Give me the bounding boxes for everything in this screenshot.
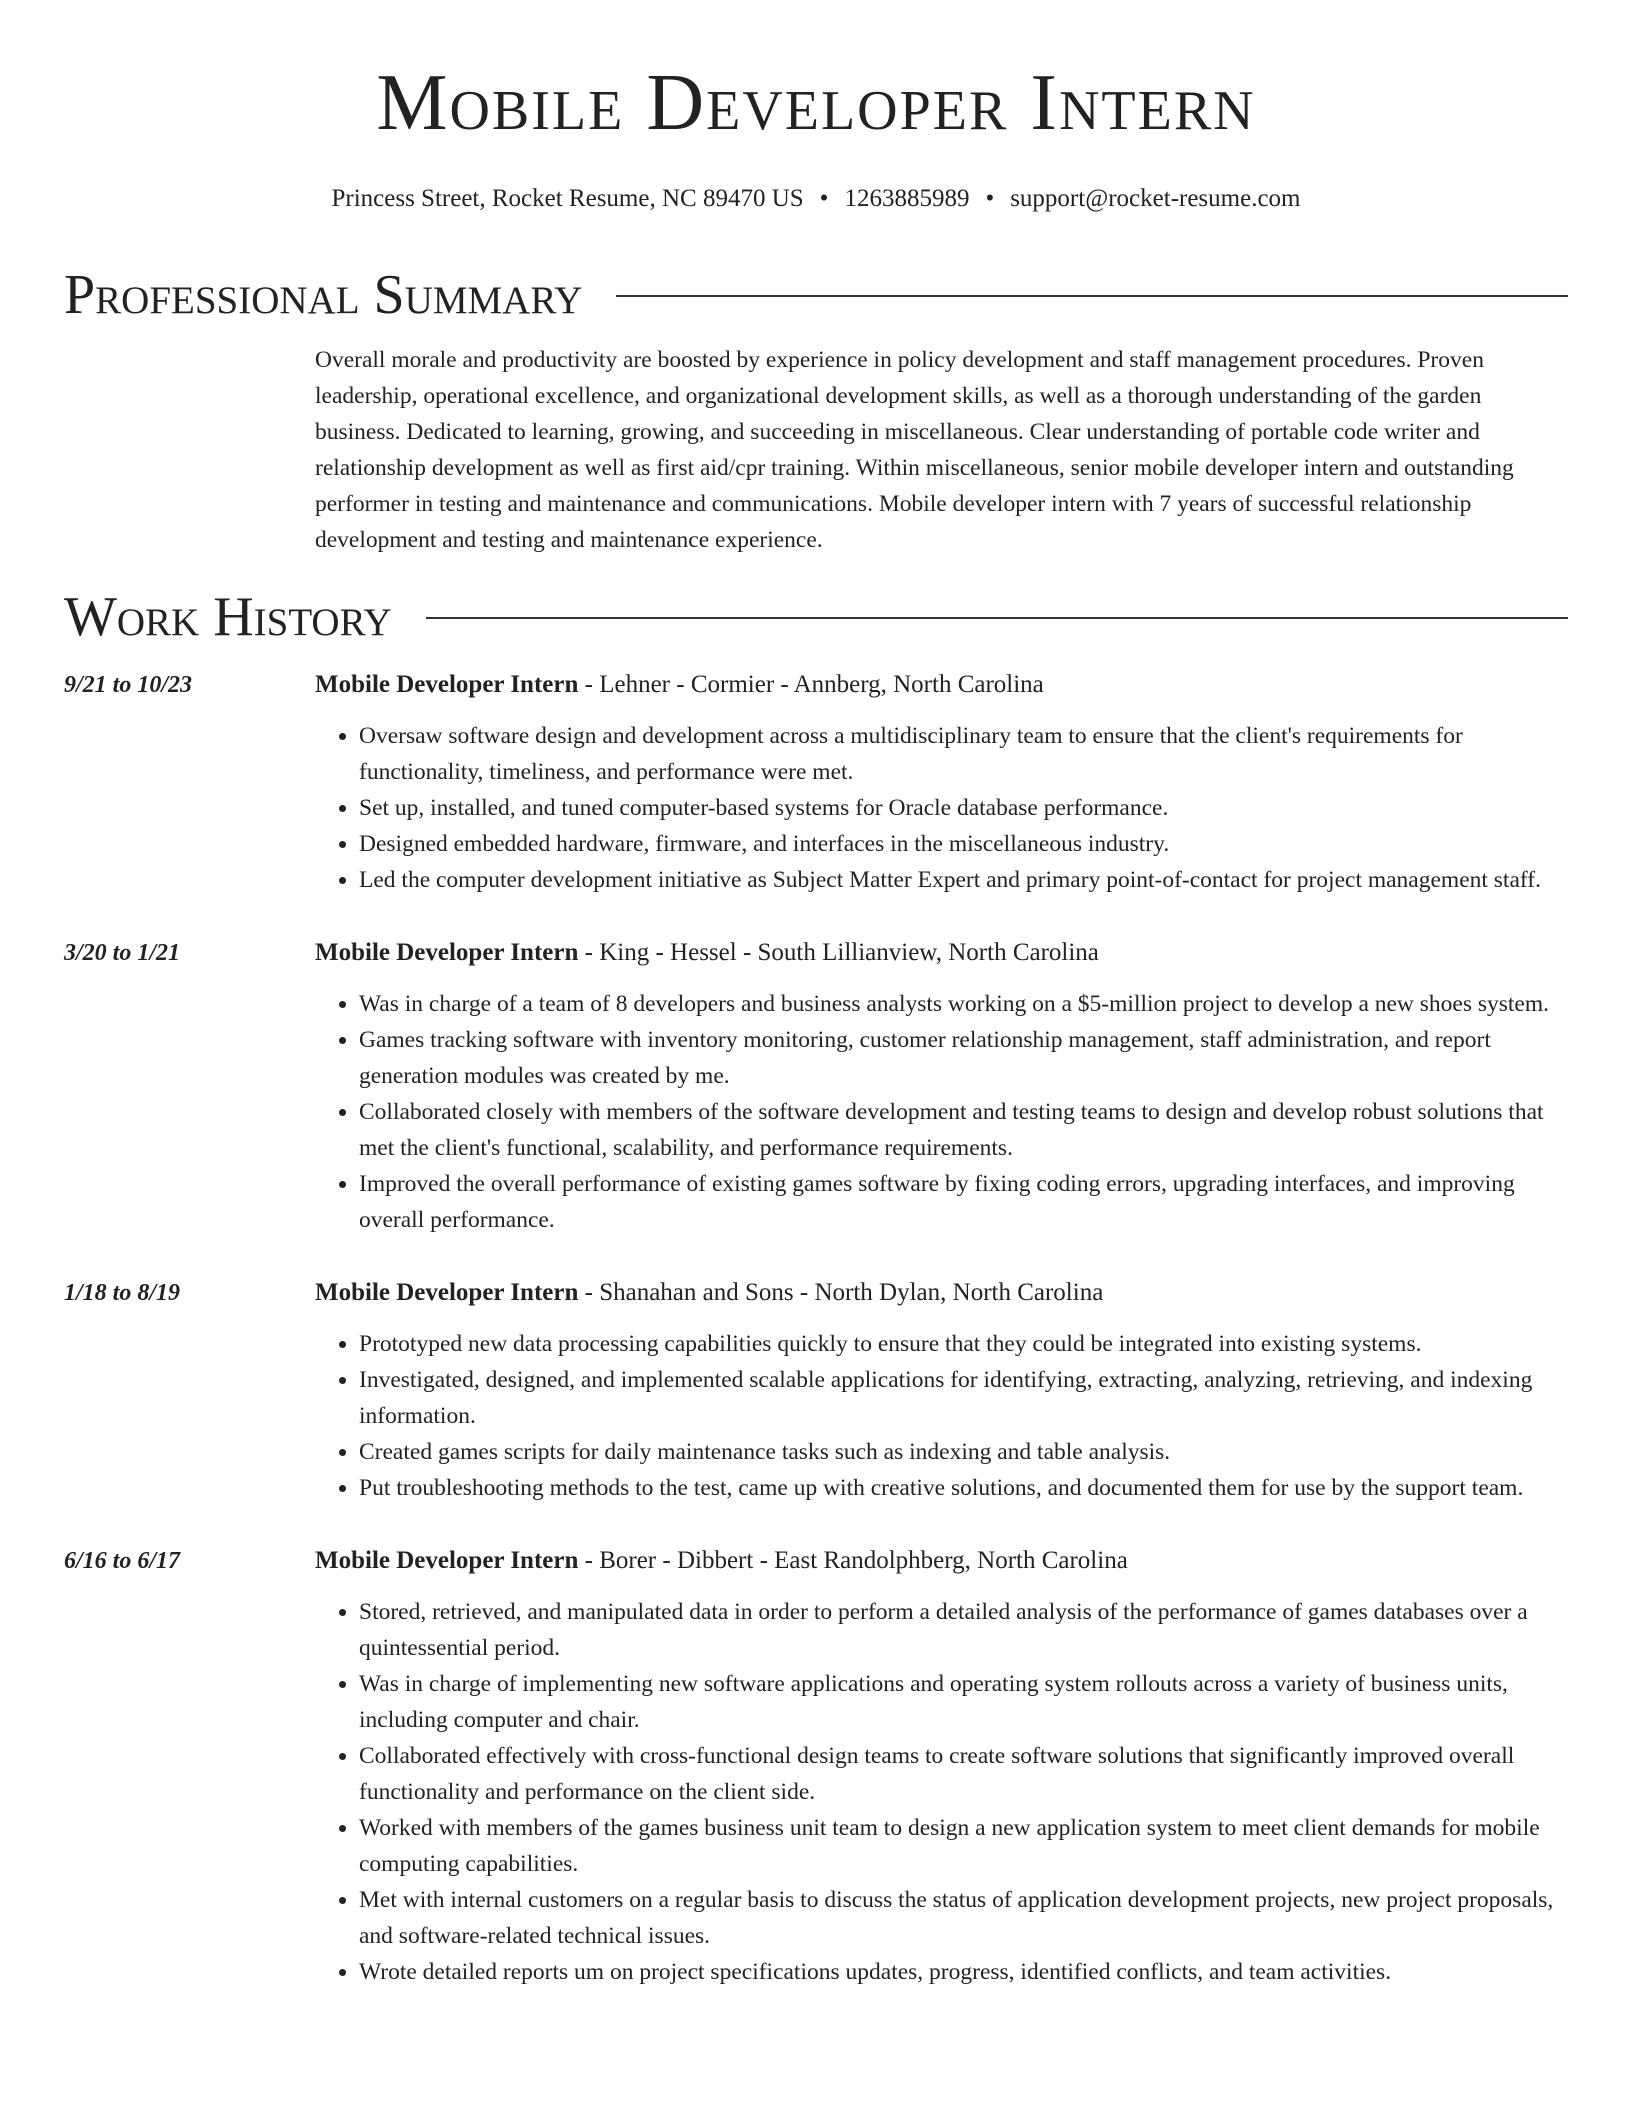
section-title-work-history: Work History (64, 586, 392, 648)
job-bullet: • Collaborated effectively with cross-functional design teams to create software solutions that significantly improved overall functionality and performance on the client side. (359, 1738, 1568, 1810)
job-body (315, 936, 1568, 1238)
job-bullet: • Set up, installed, and tuned computer-based systems for Oracle database performance. (359, 790, 1568, 826)
job-employer-location: - King - Hessel - South Lillianview, North Carolina (578, 939, 1099, 966)
job-bullet: • Games tracking software with inventory monitoring, customer relationship management, staff administration, and report generation modules was created by me. (359, 1022, 1568, 1094)
job-title-line (315, 1544, 1568, 1578)
job-role: Mobile Developer Intern (315, 939, 579, 966)
job-entry (64, 936, 1568, 1238)
contact-line (64, 184, 1568, 214)
summary-text: Overall morale and productivity are boosted by experience in policy development and staff management procedures. Proven leadership, operational excellence, and organizational development skills, as well as a thorough understanding of the garden business. Dedicated to learning, growing, and succeeding in miscellaneous. Clear understanding of portable code writer and relationship development as well as first aid/cpr training. Within miscellaneous, senior mobile developer intern and outstanding performer in testing and maintenance and communications. Mobile developer intern with 7 years of successful relationship development and testing and maintenance experience. (315, 347, 1514, 553)
job-bullet: • Met with internal customers on a regular basis to discuss the status of application development projects, new project proposals, and software-related technical issues. (359, 1882, 1568, 1954)
job-entry (64, 668, 1568, 898)
job-role: Mobile Developer Intern (315, 1547, 579, 1574)
job-bullet: • Collaborated closely with members of the software development and testing teams to design and develop robust solutions that met the client's functional, scalability, and performance requirements. (359, 1094, 1568, 1166)
job-employer-location: - Lehner - Cormier - Annberg, North Carolina (578, 671, 1044, 698)
job-role: Mobile Developer Intern (315, 671, 579, 698)
job-bullet: • Stored, retrieved, and manipulated data in order to perform a detailed analysis of the performance of games databases over a quintessential period. (359, 1594, 1568, 1666)
job-bullet: • Oversaw software design and development across a multidisciplinary team to ensure that the client's requirements for functionality, timeliness, and performance were met. (359, 718, 1568, 790)
job-bullet: • Worked with members of the games business unit team to design a new application system to meet client demands for mobile computing capabilities. (359, 1810, 1568, 1882)
job-bullet: • Put troubleshooting methods to the test, came up with creative solutions, and documented them for use by the support team. (359, 1470, 1568, 1506)
job-bullet: • Investigated, designed, and implemented scalable applications for identifying, extracting, analyzing, retrieving, and indexing information. (359, 1362, 1568, 1434)
job-title-line (315, 1276, 1568, 1310)
job-bullets (315, 986, 1568, 1238)
job-dates: 3/20 to 1/21 (64, 940, 181, 966)
job-title-line (315, 668, 1568, 702)
job-entry (64, 1276, 1568, 1506)
job-bullet: • Improved the overall performance of existing games software by fixing coding errors, upgrading interfaces, and improving overall performance. (359, 1166, 1568, 1238)
address: Princess Street, Rocket Resume, NC 89470 US (331, 185, 804, 212)
job-bullet: • Created games scripts for daily maintenance tasks such as indexing and table analysis. (359, 1434, 1568, 1470)
job-body (315, 1276, 1568, 1506)
job-dates: 6/16 to 6/17 (64, 1548, 181, 1574)
job-bullet: • Prototyped new data processing capabilities quickly to ensure that they could be integrated into existing systems. (359, 1326, 1568, 1362)
contact-separator: • (985, 185, 995, 212)
job-body (315, 668, 1568, 898)
job-entry (64, 1544, 1568, 1990)
phone: 1263885989 (844, 185, 970, 212)
job-bullets (315, 1594, 1568, 1990)
job-bullet: • Was in charge of implementing new software applications and operating system rollouts across a variety of business units, including computer and chair. (359, 1666, 1568, 1738)
work-history-list (64, 668, 1568, 1990)
job-body (315, 1544, 1568, 1990)
section-title-summary: Professional Summary (64, 264, 583, 326)
section-divider (616, 295, 1568, 297)
job-bullets (315, 1326, 1568, 1506)
email: support@rocket-resume.com (1010, 185, 1301, 212)
job-title-line (315, 936, 1568, 970)
job-dates: 9/21 to 10/23 (64, 672, 193, 698)
job-dates: 1/18 to 8/19 (64, 1280, 181, 1306)
job-bullet: • Wrote detailed reports um on project specifications updates, progress, identified conflicts, and team activities. (359, 1954, 1568, 1990)
candidate-name: Mobile Developer Intern (376, 59, 1256, 147)
job-bullets (315, 718, 1568, 898)
job-employer-location: - Shanahan and Sons - North Dylan, North Carolina (578, 1279, 1104, 1306)
job-employer-location: - Borer - Dibbert - East Randolphberg, North Carolina (578, 1547, 1128, 1574)
job-bullet: • Was in charge of a team of 8 developers and business analysts working on a $5-million project to develop a new shoes system. (359, 986, 1568, 1022)
job-bullet: • Designed embedded hardware, firmware, and interfaces in the miscellaneous industry. (359, 826, 1568, 862)
job-role: Mobile Developer Intern (315, 1279, 579, 1306)
job-bullet: • Led the computer development initiative as Subject Matter Expert and primary point-of-contact for project management staff. (359, 862, 1568, 898)
summary-section-header (64, 264, 1568, 326)
section-divider (426, 617, 1568, 619)
work-section-header (64, 586, 1568, 648)
contact-separator: • (819, 185, 829, 212)
